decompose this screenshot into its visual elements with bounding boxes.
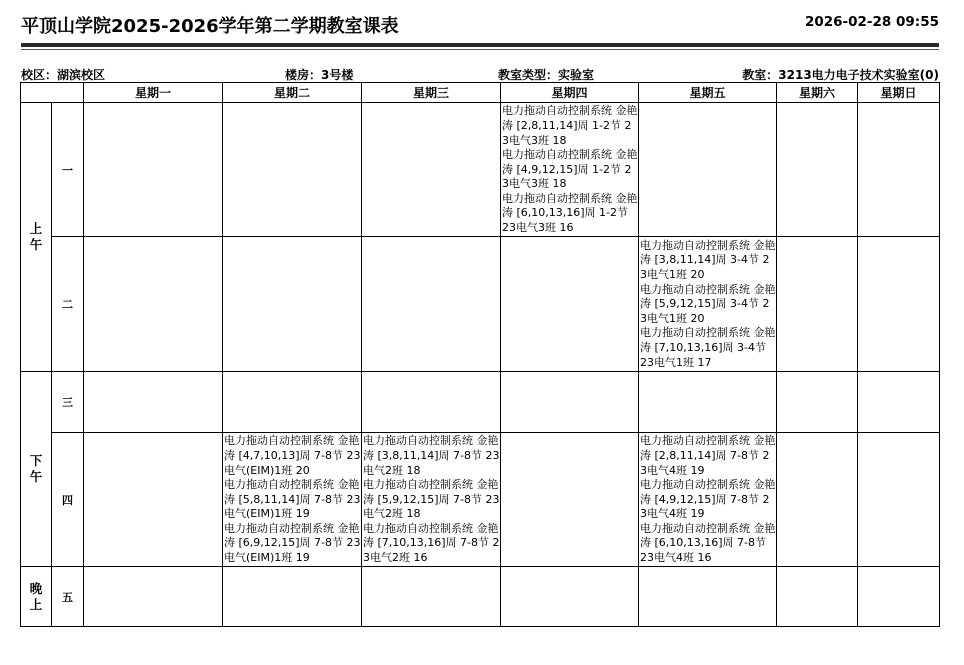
- slot-p5-sun: [858, 567, 940, 627]
- day-header-sun: 星期日: [858, 83, 940, 103]
- course-entry: 电力拖动自动控制系统 金艳涛 [5,8,11,14]周 7-8节 23电气(EIM)1班 19: [224, 478, 361, 521]
- slot-p2-fri: [639, 237, 777, 372]
- period-row-3: [21, 372, 940, 433]
- period-row-2: [21, 237, 940, 372]
- day-header-thu: 星期四: [501, 83, 639, 103]
- period-label-4: 四: [52, 433, 84, 567]
- segment-afternoon-label: 下 午: [29, 453, 43, 484]
- slot-p3-wed: [362, 372, 501, 433]
- slot-p4-sat: [777, 433, 858, 567]
- slot-p1-tue: [223, 103, 362, 237]
- room-value: 3213电力电子技术实验室(0): [778, 68, 939, 82]
- period-label-2: 二: [52, 237, 84, 372]
- day-header-wed: 星期三: [362, 83, 501, 103]
- day-header-row: [21, 83, 940, 103]
- corner-cell: [21, 83, 84, 103]
- campus-info: [21, 66, 105, 83]
- day-header-tue: 星期二: [223, 83, 362, 103]
- day-header-mon: 星期一: [84, 83, 223, 103]
- period-row-5: [21, 567, 940, 627]
- slot-p4-tue: [223, 433, 362, 567]
- slot-p2-sun: [858, 237, 940, 372]
- building-info: [285, 66, 353, 83]
- slot-p3-fri: [639, 372, 777, 433]
- building-value: 3号楼: [321, 68, 354, 82]
- course-entry: 电力拖动自动控制系统 金艳涛 [3,8,11,14]周 3-4节 23电气1班 20: [640, 238, 776, 282]
- day-header-fri: 星期五: [639, 83, 777, 103]
- room-type-value: 实验室: [558, 68, 595, 82]
- slot-p5-mon: [84, 567, 223, 627]
- slot-p5-sat: [777, 567, 858, 627]
- campus-label: 校区：: [21, 68, 58, 82]
- course-entry: 电力拖动自动控制系统 金艳涛 [2,8,11,14]周 1-2节 23电气3班 18: [502, 104, 638, 147]
- course-entry: 电力拖动自动控制系统 金艳涛 [6,10,13,16]周 1-2节 23电气3班 16: [502, 191, 638, 235]
- course-entry: 电力拖动自动控制系统 金艳涛 [2,8,11,14]周 7-8节 23电气4班 19: [640, 434, 776, 477]
- period-row-1: [21, 103, 940, 237]
- slot-p2-tue: [223, 237, 362, 372]
- slot-p1-thu: [501, 103, 639, 237]
- slot-p4-mon: [84, 433, 223, 567]
- slot-p2-sat: [777, 237, 858, 372]
- course-entry: 电力拖动自动控制系统 金艳涛 [3,8,11,14]周 7-8节 23电气2班 18: [363, 434, 500, 477]
- course-entry: 电力拖动自动控制系统 金艳涛 [6,10,13,16]周 7-8节 23电气4班 16: [640, 521, 776, 565]
- period-row-4: [21, 433, 940, 567]
- segment-evening: [21, 567, 52, 627]
- period-label-5: 五: [52, 567, 84, 627]
- course-entry: 电力拖动自动控制系统 金艳涛 [4,9,12,15]周 1-2节 23电气3班 18: [502, 148, 638, 191]
- room-label: 教室：: [742, 68, 779, 82]
- slot-p5-tue: [223, 567, 362, 627]
- period-label-3: 三: [52, 372, 84, 433]
- day-header-sat: 星期六: [777, 83, 858, 103]
- print-datetime: 2026-02-28 09:55: [804, 14, 939, 30]
- segment-afternoon: [21, 372, 52, 567]
- course-entry: 电力拖动自动控制系统 金艳涛 [4,7,10,13]周 7-8节 23电气(EIM)1班 20: [224, 434, 361, 477]
- segment-morning: [21, 103, 52, 372]
- room-type-label: 教室类型：: [498, 68, 559, 82]
- timetable: [20, 82, 940, 627]
- period-label-1: 一: [52, 103, 84, 237]
- slot-p3-mon: [84, 372, 223, 433]
- slot-p5-fri: [639, 567, 777, 627]
- room-info: [742, 66, 939, 83]
- slot-p1-wed: [362, 103, 501, 237]
- header-divider-thick: [21, 43, 939, 47]
- slot-p4-sun: [858, 433, 940, 567]
- course-entry: 电力拖动自动控制系统 金艳涛 [4,9,12,15]周 7-8节 23电气4班 19: [640, 478, 776, 521]
- segment-evening-label: 晚 上: [29, 580, 43, 612]
- course-entry: 电力拖动自动控制系统 金艳涛 [7,10,13,16]周 7-8节 23电气2班 16: [363, 521, 500, 565]
- campus-value: 湖滨校区: [57, 68, 106, 82]
- segment-morning-label: 上 午: [29, 221, 43, 252]
- course-entry: 电力拖动自动控制系统 金艳涛 [5,9,12,15]周 3-4节 23电气1班 20: [640, 282, 776, 325]
- slot-p2-wed: [362, 237, 501, 372]
- slot-p3-sat: [777, 372, 858, 433]
- slot-p1-mon: [84, 103, 223, 237]
- slot-p3-sun: [858, 372, 940, 433]
- slot-p5-wed: [362, 567, 501, 627]
- slot-p1-fri: [639, 103, 777, 237]
- slot-p1-sun: [858, 103, 940, 237]
- page-title: 平顶山学院2025-2026学年第二学期教室课表: [21, 16, 399, 37]
- slot-p4-fri: [639, 433, 777, 567]
- slot-p4-thu: [501, 433, 639, 567]
- room-type-info: [498, 66, 594, 83]
- course-entry: 电力拖动自动控制系统 金艳涛 [6,9,12,15]周 7-8节 23电气(EIM)1班 19: [224, 521, 361, 565]
- slot-p1-sat: [777, 103, 858, 237]
- slot-p5-thu: [501, 567, 639, 627]
- course-entry: 电力拖动自动控制系统 金艳涛 [5,9,12,15]周 7-8节 23电气2班 18: [363, 478, 500, 521]
- header-divider-thin: [21, 49, 939, 50]
- slot-p3-thu: [501, 372, 639, 433]
- slot-p4-wed: [362, 433, 501, 567]
- slot-p3-tue: [223, 372, 362, 433]
- slot-p2-thu: [501, 237, 639, 372]
- building-label: 楼房：: [285, 68, 322, 82]
- course-entry: 电力拖动自动控制系统 金艳涛 [7,10,13,16]周 3-4节 23电气1班 17: [640, 326, 776, 369]
- slot-p2-mon: [84, 237, 223, 372]
